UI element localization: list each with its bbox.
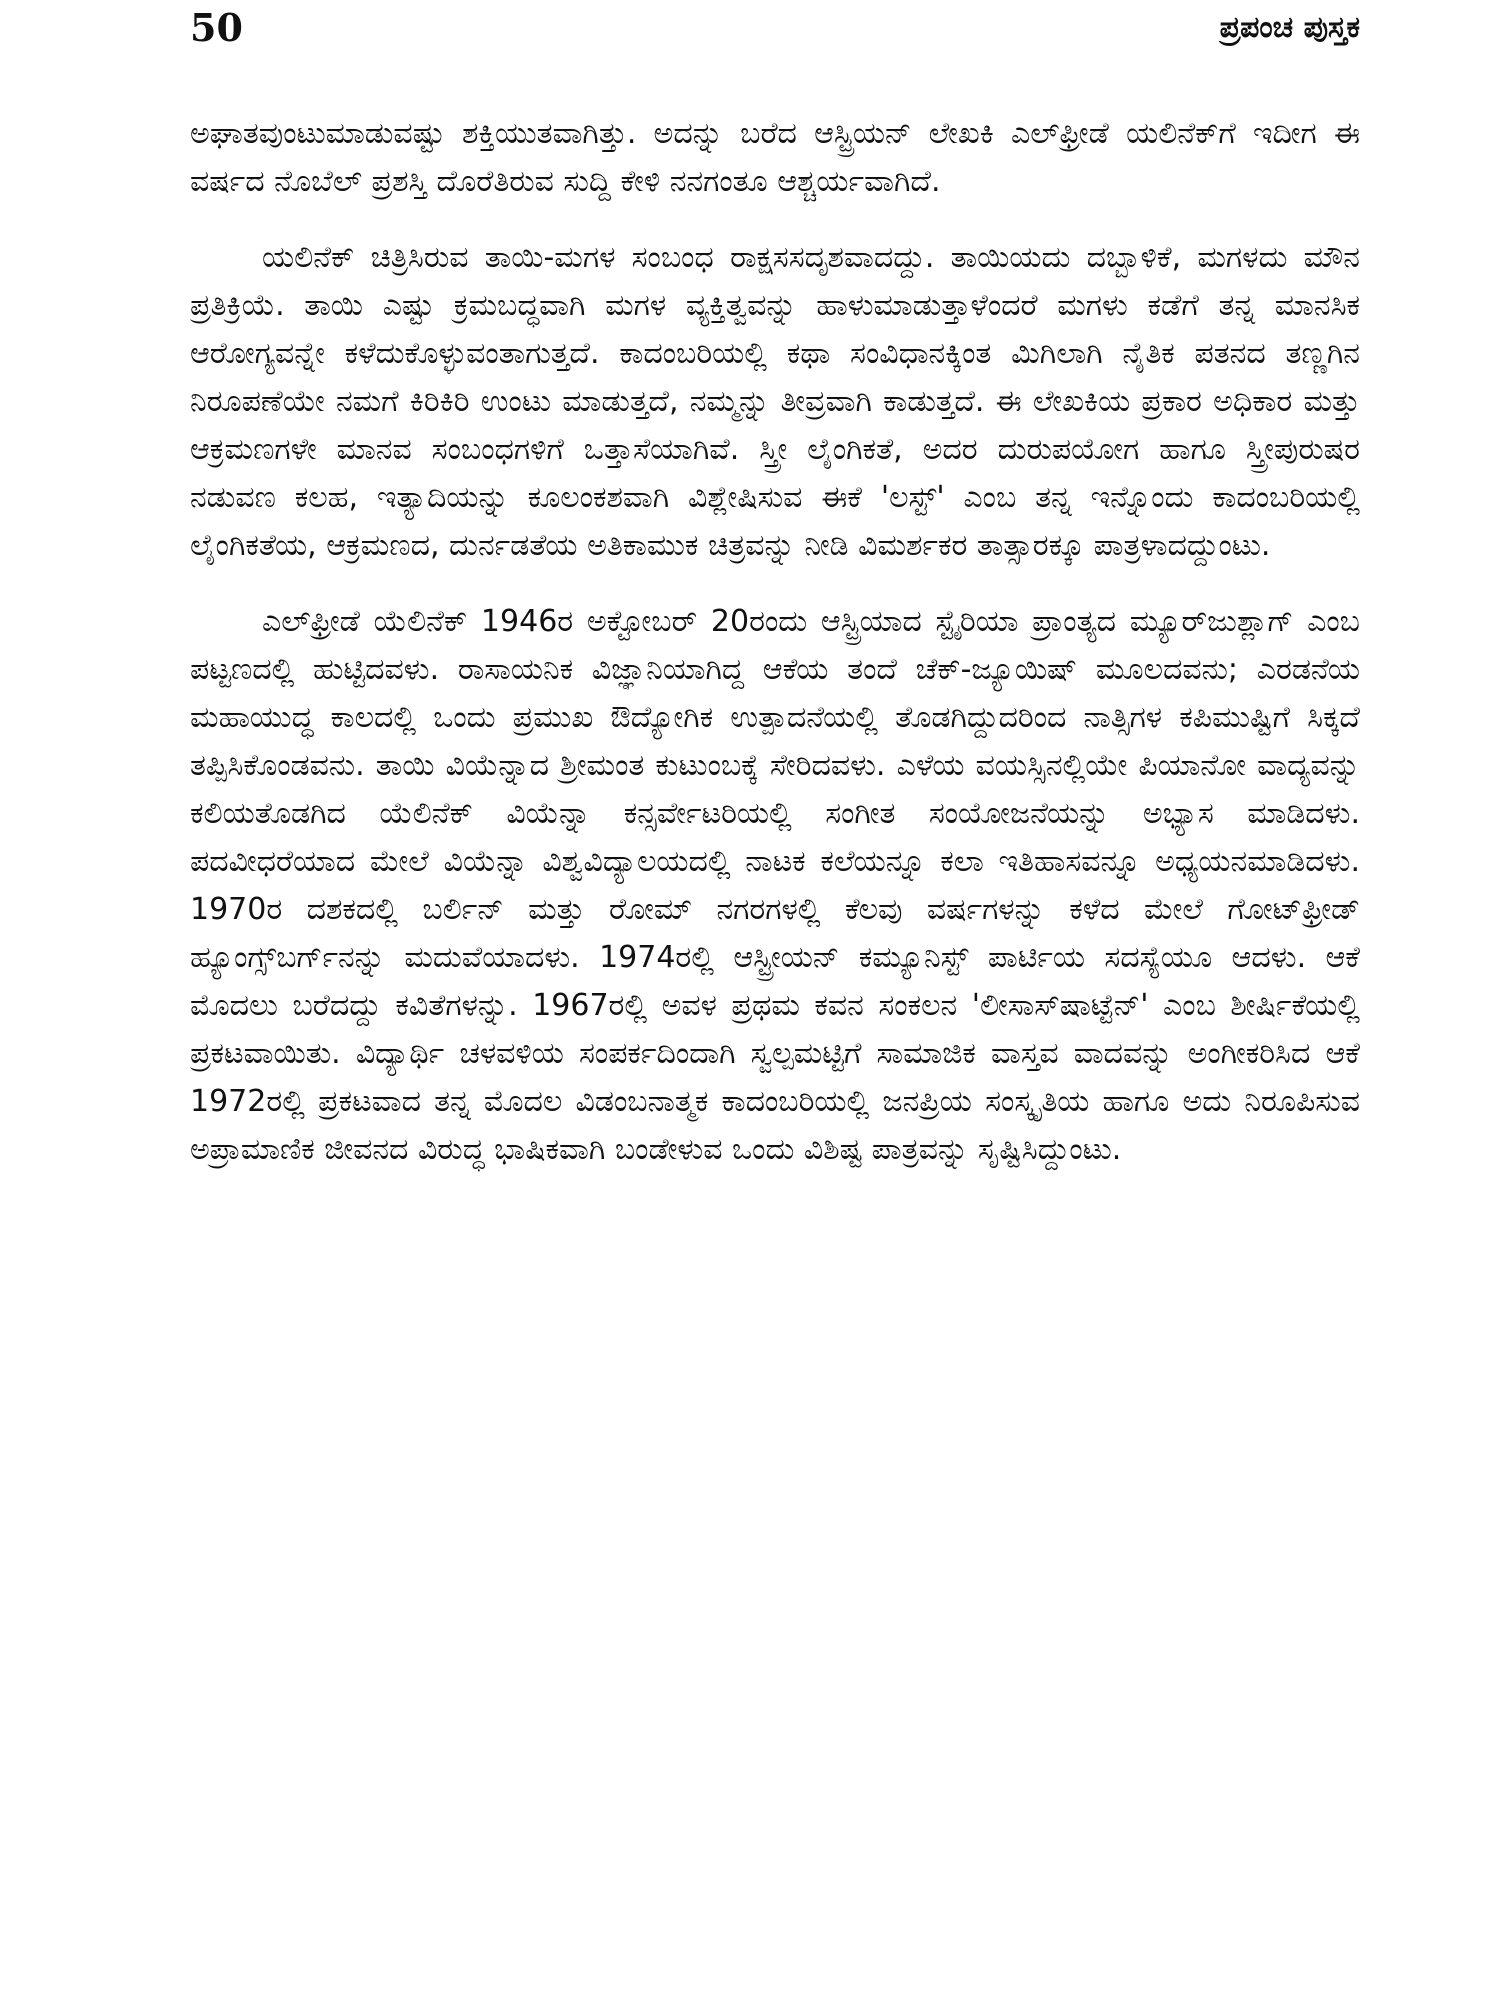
body-text — [190, 110, 1360, 1202]
page-header — [190, 6, 1360, 66]
paragraph-continuation: ಅಘಾತವುಂಟುಮಾಡುವಷ್ಟು ಶಕ್ತಿಯುತವಾಗಿತ್ತು. ಅದನ್ನು ಬರೆದ ಆಸ್ಟ್ರಿಯನ್ ಲೇಖಕಿ ಎಲ್‌ಫ್ರೀಡೆ ಯಲಿನೆಕ್‌ಗೆ ಇದೀಗ ಈ ವರ್ಷದ ನೊಬೆಲ್ ಪ್ರಶಸ್ತಿ ದೊರೆತಿರುವ ಸುದ್ದಿ ಕೇಳಿ ನನಗಂತೂ ಆಶ್ಚರ್ಯವಾಗಿದೆ. — [190, 116, 1360, 199]
paragraph-mother-daughter: ಯಲಿನೆಕ್ ಚಿತ್ರಿಸಿರುವ ತಾಯಿ-ಮಗಳ ಸಂಬಂಧ ರಾಕ್ಷಸಸದೃಶವಾದದ್ದು. ತಾಯಿಯದು ದಬ್ಬಾಳಿಕೆ, ಮಗಳದು ಮೌನ ಪ್ರತಿಕ್ರಿಯೆ. ತಾಯಿ ಎಷ್ಟು ಕ್ರಮಬದ್ಧವಾಗಿ ಮಗಳ ವ್ಯಕ್ತಿತ್ವವನ್ನು ಹಾಳುಮಾಡುತ್ತಾಳೆಂದರೆ ಮಗಳು ಕಡೆಗೆ ತನ್ನ ಮಾನಸಿಕ ಆರೋಗ್ಯವನ್ನೇ ಕಳೆದುಕೊಳ್ಳುವಂತಾಗುತ್ತದೆ. ಕಾದಂಬರಿಯಲ್ಲಿ ಕಥಾ ಸಂವಿಧಾನಕ್ಕಿಂತ ಮಿಗಿಲಾಗಿ ನೈತಿಕ ಪತನದ ತಣ್ಣಗಿನ ನಿರೂಪಣೆಯೇ ನಮಗೆ ಕಿರಿಕಿರಿ ಉಂಟು ಮಾಡುತ್ತದೆ, ನಮ್ಮನ್ನು ತೀವ್ರವಾಗಿ ಕಾಡುತ್ತದೆ. ಈ ಲೇಖಕಿಯ ಪ್ರಕಾರ ಅಧಿಕಾರ ಮತ್ತು ಆಕ್ರಮಣಗಳೇ ಮಾನವ ಸಂಬಂಧಗಳಿಗೆ ಒತ್ತಾಸೆಯಾಗಿವೆ. ಸ್ತ್ರೀ ಲೈಂಗಿಕತೆ, ಅದರ ದುರುಪಯೋಗ ಹಾಗೂ ಸ್ತ್ರೀಪುರುಷರ ನಡುವಣ ಕಲಹ, ಇತ್ಯಾದಿಯನ್ನು ಕೂಲಂಕಶವಾಗಿ ವಿಶ್ಲೇಷಿಸುವ ಈಕೆ 'ಲಸ್ಟ್' ಎಂಬ ತನ್ನ ಇನ್ನೊಂದು ಕಾದಂಬರಿಯಲ್ಲಿ ಲೈಂಗಿಕತೆಯ, ಆಕ್ರಮಣದ, ದುರ್ನಡತೆಯ ಅತಿಕಾಮುಕ ಚಿತ್ರವನ್ನು ನೀಡಿ ವಿಮರ್ಶಕರ ತಾತ್ಸಾರಕ್ಕೂ ಪಾತ್ರಳಾದದ್ದುಂಟು. — [190, 240, 1360, 563]
paragraph-biography: ಎಲ್‌ಫ್ರೀಡೆ ಯೆಲಿನೆಕ್ 1946ರ ಅಕ್ಟೋಬರ್ 20ರಂದು ಆಸ್ಟ್ರಿಯಾದ ಸ್ಟೈರಿಯಾ ಪ್ರಾಂತ್ಯದ ಮ್ಯೂರ್‌ಜುಶ್ಲಾಗ್ ಎಂಬ ಪಟ್ಟಣದಲ್ಲಿ ಹುಟ್ಟಿದವಳು. ರಾಸಾಯನಿಕ ವಿಜ್ಞಾನಿಯಾಗಿದ್ದ ಆಕೆಯ ತಂದೆ ಚೆಕ್-ಜ್ಯೂಯಿಷ್ ಮೂಲದವನು; ಎರಡನೆಯ ಮಹಾಯುದ್ಧ ಕಾಲದಲ್ಲಿ ಒಂದು ಪ್ರಮುಖ ಔದ್ಯೋಗಿಕ ಉತ್ಪಾದನೆಯಲ್ಲಿ ತೊಡಗಿದ್ದುದರಿಂದ ನಾತ್ಸಿಗಳ ಕಪಿಮುಷ್ಟಿಗೆ ಸಿಕ್ಕದೆ ತಪ್ಪಿಸಿಕೊಂಡವನು. ತಾಯಿ ವಿಯೆನ್ನಾದ ಶ್ರೀಮಂತ ಕುಟುಂಬಕ್ಕೆ ಸೇರಿದವಳು. ಎಳೆಯ ವಯಸ್ಸಿನಲ್ಲಿಯೇ ಪಿಯಾನೋ ವಾದ್ಯವನ್ನು ಕಲಿಯತೊಡಗಿದ ಯೆಲಿನೆಕ್ ವಿಯೆನ್ನಾ ಕನ್ಸರ್ವೇಟರಿಯಲ್ಲಿ ಸಂಗೀತ ಸಂಯೋಜನೆಯನ್ನು ಅಭ್ಯಾಸ ಮಾಡಿದಳು. ಪದವೀಧರೆಯಾದ ಮೇಲೆ ವಿಯೆನ್ನಾ ವಿಶ್ವವಿದ್ಯಾಲಯದಲ್ಲಿ ನಾಟಕ ಕಲೆಯನ್ನೂ ಕಲಾ ಇತಿಹಾಸವನ್ನೂ ಅಧ್ಯಯನಮಾಡಿದಳು. 1970ರ ದಶಕದಲ್ಲಿ ಬರ್ಲಿನ್ ಮತ್ತು ರೋಮ್ ನಗರಗಳಲ್ಲಿ ಕೆಲವು ವರ್ಷಗಳನ್ನು ಕಳೆದ ಮೇಲೆ ಗೋಟ್‌ಫ್ರೀಡ್ ಹ್ಯೂಂಗ್ಸ್‌ಬರ್ಗ್‌ನನ್ನು ಮದುವೆಯಾದಳು. 1974ರಲ್ಲಿ ಆಸ್ಟ್ರೀಯನ್ ಕಮ್ಯೂನಿಸ್ಟ್ ಪಾರ್ಟಿಯ ಸದಸ್ಯೆಯೂ ಆದಳು. ಆಕೆ ಮೊದಲು ಬರೆದದ್ದು ಕವಿತೆಗಳನ್ನು. 1967ರಲ್ಲಿ ಅವಳ ಪ್ರಥಮ ಕವನ ಸಂಕಲನ 'ಲೀಸಾಸ್‌ಷಾಟ್ಟೆನ್' ಎಂಬ ಶೀರ್ಷಿಕೆಯಲ್ಲಿ ಪ್ರಕಟವಾಯಿತು. ವಿದ್ಯಾರ್ಥಿ ಚಳವಳಿಯ ಸಂಪರ್ಕದಿಂದಾಗಿ ಸ್ವಲ್ಪಮಟ್ಟಿಗೆ ಸಾಮಾಜಿಕ ವಾಸ್ತವ ವಾದವನ್ನು ಅಂಗೀಕರಿಸಿದ ಆಕೆ 1972ರಲ್ಲಿ ಪ್ರಕಟವಾದ ತನ್ನ ಮೊದಲ ವಿಡಂಬನಾತ್ಮಕ ಕಾದಂಬರಿಯಲ್ಲಿ ಜನಪ್ರಿಯ ಸಂಸ್ಕೃತಿಯ ಹಾಗೂ ಅದು ನಿರೂಪಿಸುವ ಅಪ್ರಾಮಾಣಿಕ ಜೀವನದ ವಿರುದ್ಧ ಭಾಷಿಕವಾಗಿ ಬಂಡೇಳುವ ಒಂದು ವಿಶಿಷ್ಟ ಪಾತ್ರವನ್ನು ಸೃಷ್ಟಿಸಿದ್ದುಂಟು. — [190, 604, 1360, 1167]
page-number: 50 — [190, 5, 243, 50]
running-title: ಪ್ರಪಂಚ ಪುಸ್ತಕ — [1219, 10, 1360, 45]
